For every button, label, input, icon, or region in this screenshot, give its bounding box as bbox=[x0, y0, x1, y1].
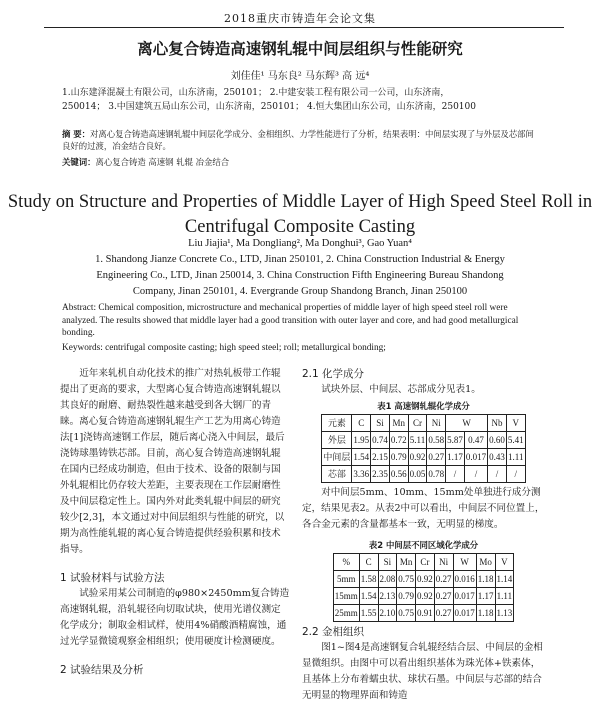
table-cell: 2.15 bbox=[371, 449, 390, 466]
table-header-cell: Si bbox=[378, 554, 397, 571]
table-row bbox=[333, 588, 514, 605]
table-cell: 0.75 bbox=[397, 605, 416, 622]
table-header-cell: Si bbox=[371, 415, 390, 432]
section-2-2-paragraph: 图1~图4是高速钢复合轧辊经结合层、中间层的金相显微组织。由图中可以看出组织基体为珠光体+铁素体，且基体上分布着蠕虫状、球状石墨。中间层与芯部的结合无明显的物理界面和铸造 bbox=[302, 642, 543, 701]
table-cell: 中间层 bbox=[322, 449, 352, 466]
table-cell: 0.56 bbox=[389, 466, 408, 483]
abstract-cn bbox=[62, 128, 542, 152]
keywords-cn bbox=[62, 156, 542, 168]
table-cell: 0.92 bbox=[416, 588, 435, 605]
title-en: Study on Structure and Properties of Middle Layer of High Speed Steel Roll in Centrifugal Composite Casting bbox=[7, 192, 593, 237]
table-cell: 5.41 bbox=[506, 432, 525, 449]
table-header-cell: 元素 bbox=[322, 415, 352, 432]
table-cell: 1.11 bbox=[495, 588, 514, 605]
table-cell: 0.27 bbox=[434, 588, 453, 605]
table-1-title: 表1 高速钢轧辊化学成分 bbox=[377, 401, 470, 411]
table-cell: / bbox=[464, 466, 487, 483]
table-header-cell: Mo bbox=[476, 554, 495, 571]
table-header-cell: Nb bbox=[488, 415, 507, 432]
paragraph-after-table-1: 对中间层5mm、10mm、15mm处单独进行成分测定，结果见表2。从表2中可以看出，中间层不同位置上，各合金元素的含量都基本一致，无明显的梯度。 bbox=[302, 487, 545, 530]
table-cell: 25mm bbox=[333, 605, 359, 622]
table-header-cell: V bbox=[495, 554, 514, 571]
table-cell: 0.91 bbox=[416, 605, 435, 622]
table-cell: 1.95 bbox=[352, 432, 371, 449]
table-2-title: 表2 中间层不同区域化学成分 bbox=[368, 540, 479, 550]
table-cell: 0.92 bbox=[416, 571, 435, 588]
table-cell: 0.017 bbox=[453, 605, 476, 622]
section-2-1-paragraph: 试块外层、中间层、芯部成分见表1。 bbox=[321, 384, 481, 395]
table-header-cell: Ni bbox=[427, 415, 446, 432]
table-cell: 5.11 bbox=[408, 432, 427, 449]
table-1 bbox=[321, 414, 525, 483]
keywords-en-text: centrifugal composite casting; high speed steel; roll; metallurgical bonding; bbox=[105, 343, 386, 353]
table-cell: 0.60 bbox=[488, 432, 507, 449]
affiliation-cn-line: 250014； 3.中国建筑五局山东公司，山东济南，250101； 4.恒大集团山东公司，山东济南，250100 bbox=[62, 102, 476, 112]
table-2 bbox=[333, 553, 515, 622]
table-cell: 0.27 bbox=[434, 571, 453, 588]
table-cell: / bbox=[488, 466, 507, 483]
left-column bbox=[60, 366, 290, 678]
table-cell: 3.36 bbox=[352, 466, 371, 483]
abstract-en bbox=[62, 302, 542, 340]
section-2-heading: 2 试验结果及分析 bbox=[60, 664, 144, 676]
table-header-cell: C bbox=[359, 554, 378, 571]
table-cell: 0.79 bbox=[397, 588, 416, 605]
table-cell: 0.72 bbox=[389, 432, 408, 449]
table-cell: 0.05 bbox=[408, 466, 427, 483]
table-cell: 1.13 bbox=[495, 605, 514, 622]
table-header-cell: Ni bbox=[434, 554, 453, 571]
table-cell: 2.08 bbox=[378, 571, 397, 588]
header-rule bbox=[44, 27, 564, 28]
affiliation-en-line: Engineering Co., LTD, Jinan 250014, 3. China Construction Fifth Engineering Bureau Shandong bbox=[96, 270, 504, 281]
abstract-cn-text: 对离心复合铸造高速钢轧辊中间层化学成分、金相组织、力学性能进行了分析，结果表明：中间层实现了与外层及芯部间良好的过渡，冶金结合良好。 bbox=[62, 129, 534, 151]
table-cell: 0.27 bbox=[427, 449, 446, 466]
intro-paragraph: 近年来轧机自动化技术的推广对热轧板带工作辊提出了更高的要求，大型离心复合铸造高速钢轧辊以其良好的耐磨、耐热裂性越来越受到各大钢厂的青睐。离心复合铸造高速钢轧辊生产工艺为用离心铸造法[1]浇铸高速钢工作层，随后离心浇入中间层，最后浇铸球墨铸铁芯部。目前，高心复合铸造高速钢轧辊在国内已经成功制造，但由于技术、设备的限制与国外轧辊相比仍存较大差距，主要表现在工作层耐磨性及中间层稳定性上。国内外对此类轧辊中间层的研究较少[2,3]，本文通过对中间层组织与性能的研究，以期为高性能轧辊的离心复合铸造提供经验积累和技术指导。 bbox=[60, 368, 285, 555]
keywords-cn-label: 关键词： bbox=[62, 157, 96, 167]
section-1-paragraph: 试验采用某公司制造的φ980×2450mm复合铸造高速钢轧辊，沿轧辊径向切取试块，使用光谱仪测定化学成分；制取金相试样，使用4%硝酸酒精腐蚀，通过光学显微镜观察金相组织；使用硬度计检测硬度。 bbox=[60, 588, 290, 647]
running-header: 2018重庆市铸造年会论文集 bbox=[224, 12, 376, 25]
table-cell: 1.17 bbox=[476, 588, 495, 605]
affiliation-en-line: 1. Shandong Jianze Concrete Co., LTD, Jinan 250101, 2. China Construction Industrial & Energy bbox=[95, 254, 505, 265]
table-header-cell: C bbox=[352, 415, 371, 432]
abstract-cn-label: 摘 要： bbox=[62, 129, 91, 139]
table-row bbox=[333, 605, 514, 622]
authors-en: Liu Jiajia¹, Ma Dongliang², Ma Donghui³, Gao Yuan⁴ bbox=[188, 238, 412, 249]
table-cell: 0.74 bbox=[371, 432, 390, 449]
abstract-en-text: Chemical composition, microstructure and mechanical properties of middle layer of high speed steel roll were analyzed. The results showed that middle layer had a good transition with outer layer and core, and had good metallurgical bonding. bbox=[62, 303, 519, 338]
table-header-cell: Cr bbox=[416, 554, 435, 571]
table-cell: 2.13 bbox=[378, 588, 397, 605]
table-cell: 5.87 bbox=[446, 432, 465, 449]
table-header-cell: % bbox=[333, 554, 359, 571]
keywords-en-label: Keywords: bbox=[62, 343, 103, 353]
table-cell: 0.017 bbox=[464, 449, 487, 466]
table-cell: 0.58 bbox=[427, 432, 446, 449]
table-cell: / bbox=[446, 466, 465, 483]
right-column bbox=[302, 366, 545, 701]
table-cell: 15mm bbox=[333, 588, 359, 605]
table-cell: 0.79 bbox=[389, 449, 408, 466]
table-cell: 0.27 bbox=[434, 605, 453, 622]
table-cell: 0.017 bbox=[453, 588, 476, 605]
table-header-row bbox=[322, 415, 525, 432]
table-cell: 0.92 bbox=[408, 449, 427, 466]
table-cell: 0.75 bbox=[397, 571, 416, 588]
table-cell: 0.016 bbox=[453, 571, 476, 588]
table-row bbox=[322, 466, 525, 483]
table-cell: 1.18 bbox=[476, 605, 495, 622]
table-cell: 2.35 bbox=[371, 466, 390, 483]
table-cell: 0.78 bbox=[427, 466, 446, 483]
table-cell: 1.18 bbox=[476, 571, 495, 588]
table-header-cell: Mn bbox=[389, 415, 408, 432]
section-1-heading: 1 试验材料与试验方法 bbox=[60, 572, 165, 584]
table-cell: 外层 bbox=[322, 432, 352, 449]
table-header-cell: Cr bbox=[408, 415, 427, 432]
title-cn: 离心复合铸造高速钢轧辊中间层组织与性能研究 bbox=[137, 40, 463, 58]
section-2-1-heading: 2.1 化学成分 bbox=[302, 368, 365, 380]
table-cell: 1.17 bbox=[446, 449, 465, 466]
abstract-en-label: Abstract: bbox=[62, 303, 97, 313]
table-cell: 0.43 bbox=[488, 449, 507, 466]
table-cell: 1.55 bbox=[359, 605, 378, 622]
table-header-cell: V bbox=[506, 415, 525, 432]
table-row bbox=[333, 571, 514, 588]
table-cell: 5mm bbox=[333, 571, 359, 588]
table-row bbox=[322, 432, 525, 449]
table-cell: 芯部 bbox=[322, 466, 352, 483]
keywords-en bbox=[62, 342, 542, 355]
table-header-cell: Mn bbox=[397, 554, 416, 571]
affiliation-cn-line: 1.山东建泽混凝土有限公司，山东济南，250101； 2.中建安装工程有限公司一公司，山东济南， bbox=[62, 88, 450, 98]
table-header-cell: W bbox=[453, 554, 476, 571]
table-header-row bbox=[333, 554, 514, 571]
keywords-cn-text: 离心复合铸造 高速钢 轧辊 冶金结合 bbox=[95, 157, 230, 167]
table-cell: 1.58 bbox=[359, 571, 378, 588]
section-2-2-heading: 2.2 金相组织 bbox=[302, 626, 365, 638]
authors-cn: 刘佳佳¹ 马东良² 马东辉³ 高 远⁴ bbox=[230, 71, 370, 82]
table-cell: 1.14 bbox=[495, 571, 514, 588]
table-cell: 0.47 bbox=[464, 432, 487, 449]
table-cell: 1.54 bbox=[359, 588, 378, 605]
table-row bbox=[322, 449, 525, 466]
table-cell: / bbox=[506, 466, 525, 483]
table-cell: 1.11 bbox=[506, 449, 525, 466]
affiliation-en-line: Company, Jinan 250101, 4. Evergrande Group Shandong Branch, Jinan 250100 bbox=[132, 286, 468, 297]
table-cell: 1.54 bbox=[352, 449, 371, 466]
table-cell: 2.10 bbox=[378, 605, 397, 622]
table-header-cell: W bbox=[446, 415, 488, 432]
